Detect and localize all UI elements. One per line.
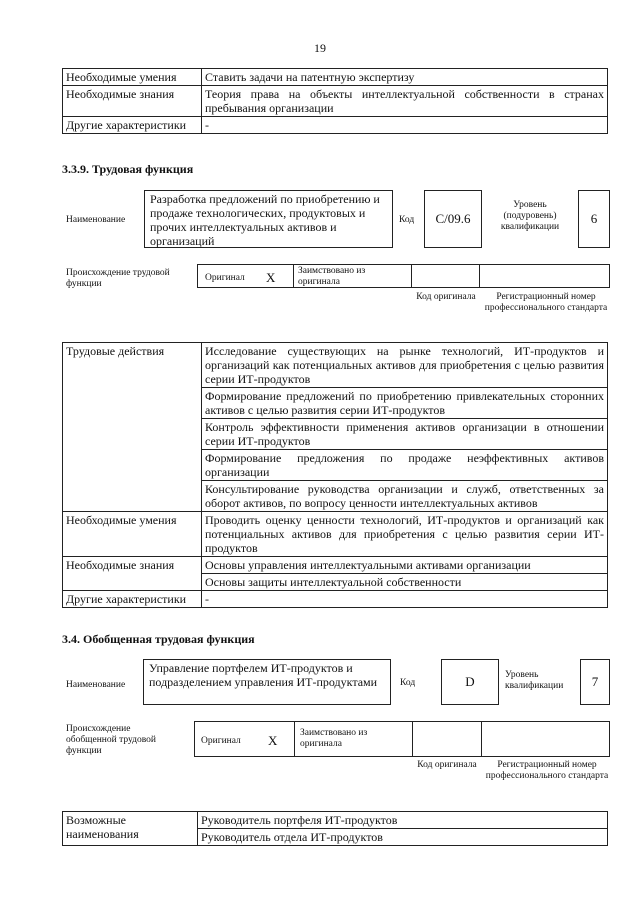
code-value-box: D [441,659,499,705]
row-label: Необходимые умения [63,512,202,557]
function-name-box: Управление портфелем ИТ-продуктов и подразделением управления ИТ-продуктами [143,659,391,705]
level-label: Уровень квалификации [505,670,564,691]
origin-label: Происхождение трудовой функции [66,268,170,289]
possible-positions-table [62,811,608,846]
original-mark: X [266,270,276,285]
divider [293,264,294,288]
row-label: Трудовые действия [63,343,202,512]
reg-number-caption: Регистрационный номер профессионального стандарта [485,760,609,781]
action-item: Контроль эффективности применения активов организации в отношении серии ИТ-продуктов [202,419,608,450]
row-value: Ставить задачи на патентную экспертизу [202,69,608,86]
row-label: Другие характеристики [63,117,202,134]
skill-item: Проводить оценку ценности технологий, ИТ-продуктов и организаций как потенциальных активов для приобретения с целью развития серии ИТ-продуктов [202,512,608,557]
top-requirements-table [62,68,608,134]
action-item: Формирование предложения по продаже неэффективных активов организации [202,450,608,481]
row-value: - [202,591,608,608]
row-label: Другие характеристики [63,591,202,608]
action-item: Исследование существующих на рынке технологий, ИТ-продуктов и организаций как потенциальных активов для приобретения с целью развития серии ИТ-продуктов [202,343,608,388]
table-row [63,86,608,117]
page-number: 19 [314,41,326,55]
name-label: Наименование [66,680,126,690]
level-value-box: 7 [580,659,610,705]
divider [479,264,480,288]
row-label: Необходимые знания [63,86,202,117]
reg-number-caption: Регистрационный номер профессионального стандарта [484,292,608,313]
section-heading-339: 3.3.9. Трудовая функция [62,162,194,176]
action-item: Формирование предложений по приобретению привлекательных сторонних активов с целью развития серии ИТ-продуктов [202,388,608,419]
divider [294,721,295,757]
table-row [63,512,608,557]
table-row [63,343,608,388]
divider [412,721,413,757]
borrowed-label: Заимствовано из оригинала [298,266,366,287]
table-row [63,812,608,829]
code-value-box: C/09.6 [424,190,482,248]
section-heading-34: 3.4. Обобщенная трудовая функция [62,632,255,646]
table-row [63,117,608,134]
position-item: Руководитель отдела ИТ-продуктов [198,829,608,846]
divider [481,721,482,757]
row-value: Теория права на объекты интеллектуальной собственности в странах пребывания организации [202,86,608,117]
level-label: Уровень (подуровень) квалификации [500,200,560,232]
table-row [63,69,608,86]
row-label: Необходимые знания [63,557,202,591]
divider [411,264,412,288]
row-label: Возможные наименования [63,812,198,846]
code-label: Код [400,678,416,688]
original-label: Оригинал [205,273,245,283]
row-value: - [202,117,608,134]
code-label: Код [399,215,415,225]
position-item: Руководитель портфеля ИТ-продуктов [198,812,608,829]
code-original-caption: Код оригинала [417,760,477,770]
level-value-box: 6 [578,190,610,248]
knowledge-item: Основы управления интеллектуальными активами организации [202,557,608,574]
original-label: Оригинал [201,736,241,746]
origin-label: Происхождение обобщенной трудовой функции [66,724,156,756]
table-row [63,557,608,574]
knowledge-item: Основы защиты интеллектуальной собственности [202,574,608,591]
labor-function-table [62,342,608,608]
borrowed-label: Заимствовано из оригинала [300,728,368,749]
code-original-caption: Код оригинала [416,292,476,302]
name-label: Наименование [66,215,126,225]
row-label: Необходимые умения [63,69,202,86]
action-item: Консультирование руководства организации и служб, ответственных за оборот активов, по вопросу ценности интеллектуальных активов [202,481,608,512]
table-row [63,591,608,608]
original-mark: X [268,733,278,748]
function-name-box: Разработка предложений по приобретению и продаже технологических, продуктовых и прочих интеллектуальных активов и организаций [144,190,393,248]
